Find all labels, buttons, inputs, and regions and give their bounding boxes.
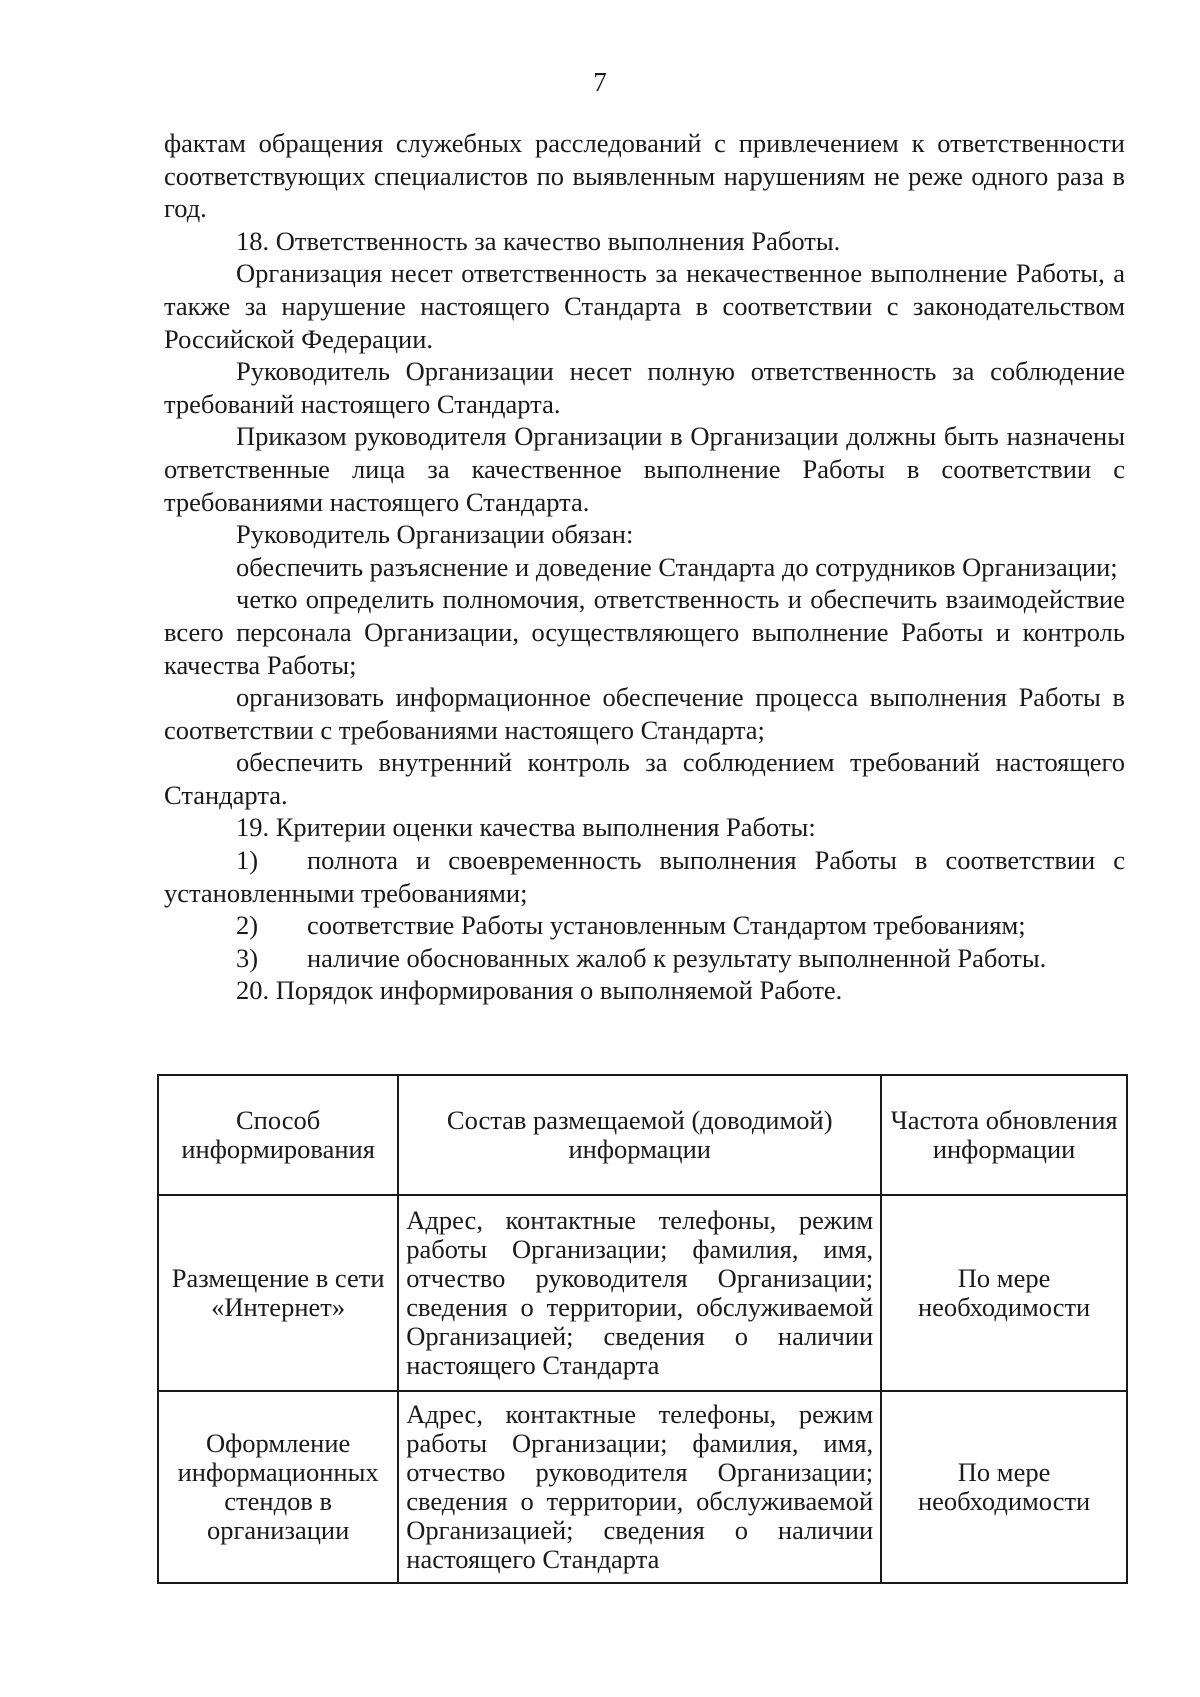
criterion-item: [164, 942, 1125, 975]
criterion-text: соответствие Работы установленным Стандартом требованиям;: [307, 910, 1026, 941]
paragraph-head-responsibility: Руководитель Организации несет полную ответственность за соблюдение требований настоящего Стандарта.: [164, 356, 1125, 419]
cell-frequency: По мере необходимости: [881, 1391, 1127, 1583]
table-row: [158, 1195, 1127, 1391]
cell-content: Адрес, контактные телефоны, режим работы Организации; фамилия, имя, отчество руководителя Организации; сведения о территории, обслуживаемой Организацией; сведения о наличии настоящего Стандарта: [398, 1195, 881, 1391]
cell-content: Адрес, контактные телефоны, режим работы Организации; фамилия, имя, отчество руководителя Организации; сведения о территории, обслуживаемой Организацией; сведения о наличии настоящего Стандарта: [398, 1391, 881, 1583]
criterion-number: 3): [236, 942, 259, 973]
information-table: [157, 1074, 1128, 1584]
criterion-item: [164, 909, 1125, 942]
header-method: Способ информирования: [158, 1075, 398, 1195]
section-19-heading: 19. Критерии оценки качества выполнения Работы:: [236, 812, 816, 843]
criterion-number: 2): [236, 910, 259, 941]
page-number: 7: [593, 67, 607, 97]
duty-internal-control: обеспечить внутренний контроль за соблюдением требований настоящего Стандарта.: [164, 747, 1125, 810]
header-content: Состав размещаемой (доводимой) информации: [398, 1075, 881, 1195]
criterion-text: полнота и своевременность выполнения Работы в соответствии с установленными требованиями;: [164, 845, 1125, 908]
paragraph-order-appointment: Приказом руководителя Организации в Организации должны быть назначены ответственные лица за качественное выполнение Работы в соответствии с требованиями настоящего Стандарта.: [164, 421, 1125, 517]
cell-method: Оформление информационных стендов в организации: [158, 1391, 398, 1583]
table-row: [158, 1391, 1127, 1583]
section-18-heading: 18. Ответственность за качество выполнения Работы.: [236, 225, 841, 256]
document-body: [164, 127, 1125, 1007]
paragraph-head-obliged: Руководитель Организации обязан:: [236, 519, 634, 550]
duty-define-authority: четко определить полномочия, ответственность и обеспечить взаимодействие всего персонала Организации, осуществляющего выполнение Работы и контроль качества Работы;: [164, 584, 1125, 680]
duty-information-support: организовать информационное обеспечение процесса выполнения Работы в соответствии с требованиями настоящего Стандарта;: [164, 682, 1125, 745]
cell-method: Размещение в сети «Интернет»: [158, 1195, 398, 1391]
criterion-number: 1): [236, 845, 259, 876]
table-header-row: [158, 1075, 1127, 1195]
paragraph-organization-liability: Организация несет ответственность за некачественное выполнение Работы, а также за нарушение настоящего Стандарта в соответствии с законодательством Российской Федерации.: [164, 258, 1125, 354]
section-20-heading: 20. Порядок информирования о выполняемой Работе.: [236, 975, 843, 1006]
paragraph-continuation: фактам обращения служебных расследований с привлечением к ответственности соответствующих специалистов по выявленным нарушениям не реже одного раза в год.: [164, 128, 1125, 224]
header-frequency: Частота обновления информации: [881, 1075, 1127, 1195]
cell-frequency: По мере необходимости: [881, 1195, 1127, 1391]
criterion-text: наличие обоснованных жалоб к результату выполненной Работы.: [307, 942, 1047, 973]
criterion-item: [164, 844, 1125, 909]
duty-explain-standard: обеспечить разъяснение и доведение Стандарта до сотрудников Организации;: [236, 551, 1118, 582]
